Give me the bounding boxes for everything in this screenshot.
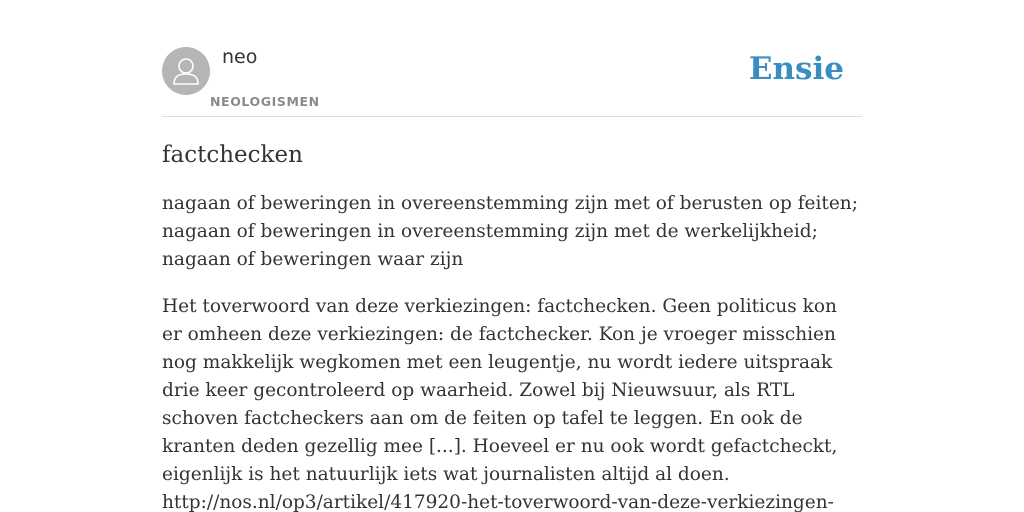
category-link[interactable]: NEOLOGISMEN bbox=[210, 94, 320, 109]
brand-logo[interactable]: Ensie bbox=[748, 51, 844, 87]
entry-example bbox=[162, 293, 862, 512]
example-text: Het toverwoord van deze verkiezingen: factchecken. Geen politicus kon er omheen deze verkiezingen: de factchecker. Kon je vroeger misschien nog makkelijk wegkomen met een leugentje, nu wordt iedere uitspraak drie keer gecontroleerd op waarheid. Zowel bij Nieuwsuur, als RTL schoven factcheckers aan om de feiten op tafel te leggen. En ook de kranten deden gezellig mee [...]. Hoeveel er nu ook wordt gefactcheckt, eigenlijk is het natuurlijk iets wat journalisten altijd al doen. bbox=[162, 296, 838, 485]
username-link[interactable]: neo bbox=[222, 46, 258, 68]
user-icon bbox=[162, 47, 210, 95]
avatar[interactable] bbox=[162, 47, 210, 95]
header bbox=[162, 40, 862, 117]
entry-content bbox=[162, 138, 862, 512]
entry-term: factchecken bbox=[162, 142, 303, 168]
entry-definition: nagaan of beweringen in overeenstemming zijn met of berusten op feiten; nagaan of beweringen in overeenstemming zijn met de werkelijkheid; nagaan of beweringen waar zijn bbox=[162, 193, 858, 270]
example-source-link[interactable]: http://nos.nl/op3/artikel/417920-het-toverwoord-van-deze-verkiezingen- bbox=[162, 492, 834, 512]
